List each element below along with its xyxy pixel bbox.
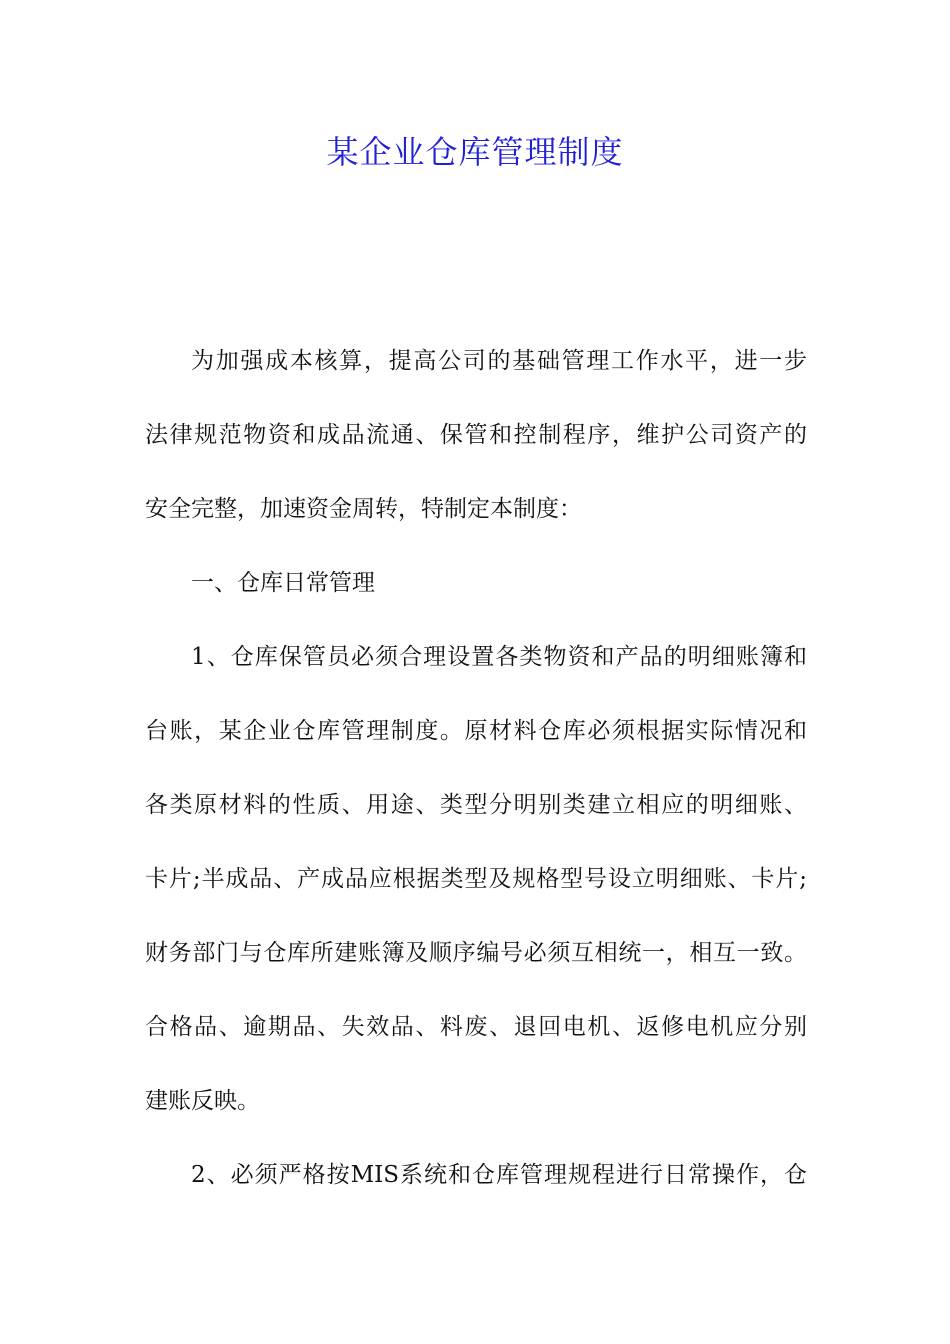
paragraph-line: 建账反映。 [145,1088,260,1114]
paragraph-line: 法律规范物资和成品流通、保管和控制程序，维护公司资产的 [145,422,807,448]
paragraph-line: 安全完整，加速资金周转，特制定本制度： [145,496,582,522]
paragraph-line: 卡片;半成品、产成品应根据类型及规格型号设立明细账、卡片; [145,866,807,892]
paragraph-line: 财务部门与仓库所建账簿及顺序编号必须互相统一，相互一致。 [145,940,807,966]
paragraph-line: 为加强成本核算，提高公司的基础管理工作水平，进一步 [191,348,807,374]
section-heading: 一、仓库日常管理 [191,570,375,596]
document-body [145,336,807,1224]
paragraph-line: 各类原材料的性质、用途、类型分明别类建立相应的明细账、 [145,792,807,818]
paragraph-line: 合格品、逾期品、失效品、料废、退回电机、返修电机应分别 [145,1014,807,1040]
paragraph-line: 台账，某企业仓库管理制度。原材料仓库必须根据实际情况和 [145,718,807,744]
paragraph-line: 1、仓库保管员必须合理设置各类物资和产品的明细账簿和 [191,644,807,670]
paragraph-line: 2、必须严格按MIS系统和仓库管理规程进行日常操作，仓 [191,1162,807,1188]
document-title: 某企业仓库管理制度 [326,133,624,171]
